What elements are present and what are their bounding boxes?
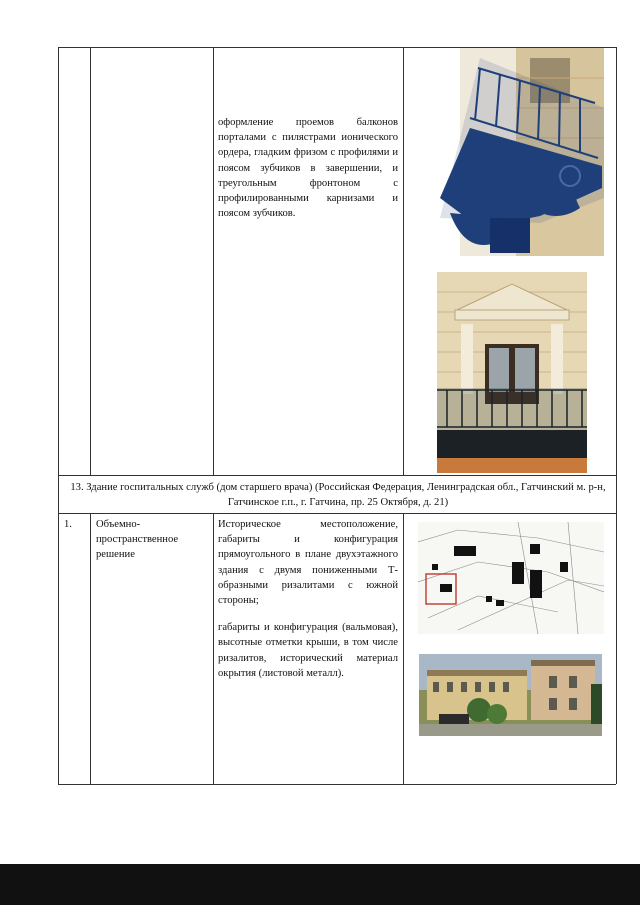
column-divider-2b (213, 513, 214, 784)
column-divider-1b (90, 513, 91, 784)
table-bottom-border (58, 784, 616, 785)
column-divider-2 (213, 47, 214, 475)
row-category: Объемно-пространственное решение (96, 519, 179, 560)
row-paragraph-2: габариты и конфигурация (вальмовая), высотные отметки крыши, в том числе ризалитов, исторический материал окрытия (листовой металл). (218, 622, 398, 679)
section12-description-text: оформление проемов балконов порталами с пилястрами ионического ордера, гладким фризом с профилями и поясом зубчиков в завершении, и треугольным фронтоном с профилированными карнизами и поясом зубчиков. (218, 117, 398, 220)
section12-description (218, 115, 398, 221)
column-divider-1 (90, 47, 91, 475)
row-number: 1. (64, 519, 72, 530)
column-divider-3b (403, 513, 404, 784)
column-divider-3 (403, 47, 404, 475)
row-description (218, 517, 398, 681)
row-divider-heading-bottom (58, 513, 616, 514)
balcony-blue-photo (420, 48, 604, 256)
scan-bottom-band (0, 864, 640, 905)
section13-heading: 13. Здание госпитальных служб (дом старшего врача) (Российская Федерация, Ленинградская обл., Гатчинский м. р-н, Гатчинское г.п., г. Гатчина, пр. 25 Октября, д. 21) (70, 482, 606, 508)
table-left-border (58, 47, 59, 784)
table-right-border (616, 47, 617, 784)
building-photo (419, 654, 602, 736)
row-paragraph-1: Историческое местоположение, габариты и конфигурация прямоугольного в плане двухэтажного здания с двумя пониженными Т-образными ризалитами с южной стороны; (218, 519, 398, 607)
row-divider-heading-top (58, 475, 616, 476)
site-plan-map (418, 522, 604, 634)
balcony-portal-photo (437, 272, 587, 473)
